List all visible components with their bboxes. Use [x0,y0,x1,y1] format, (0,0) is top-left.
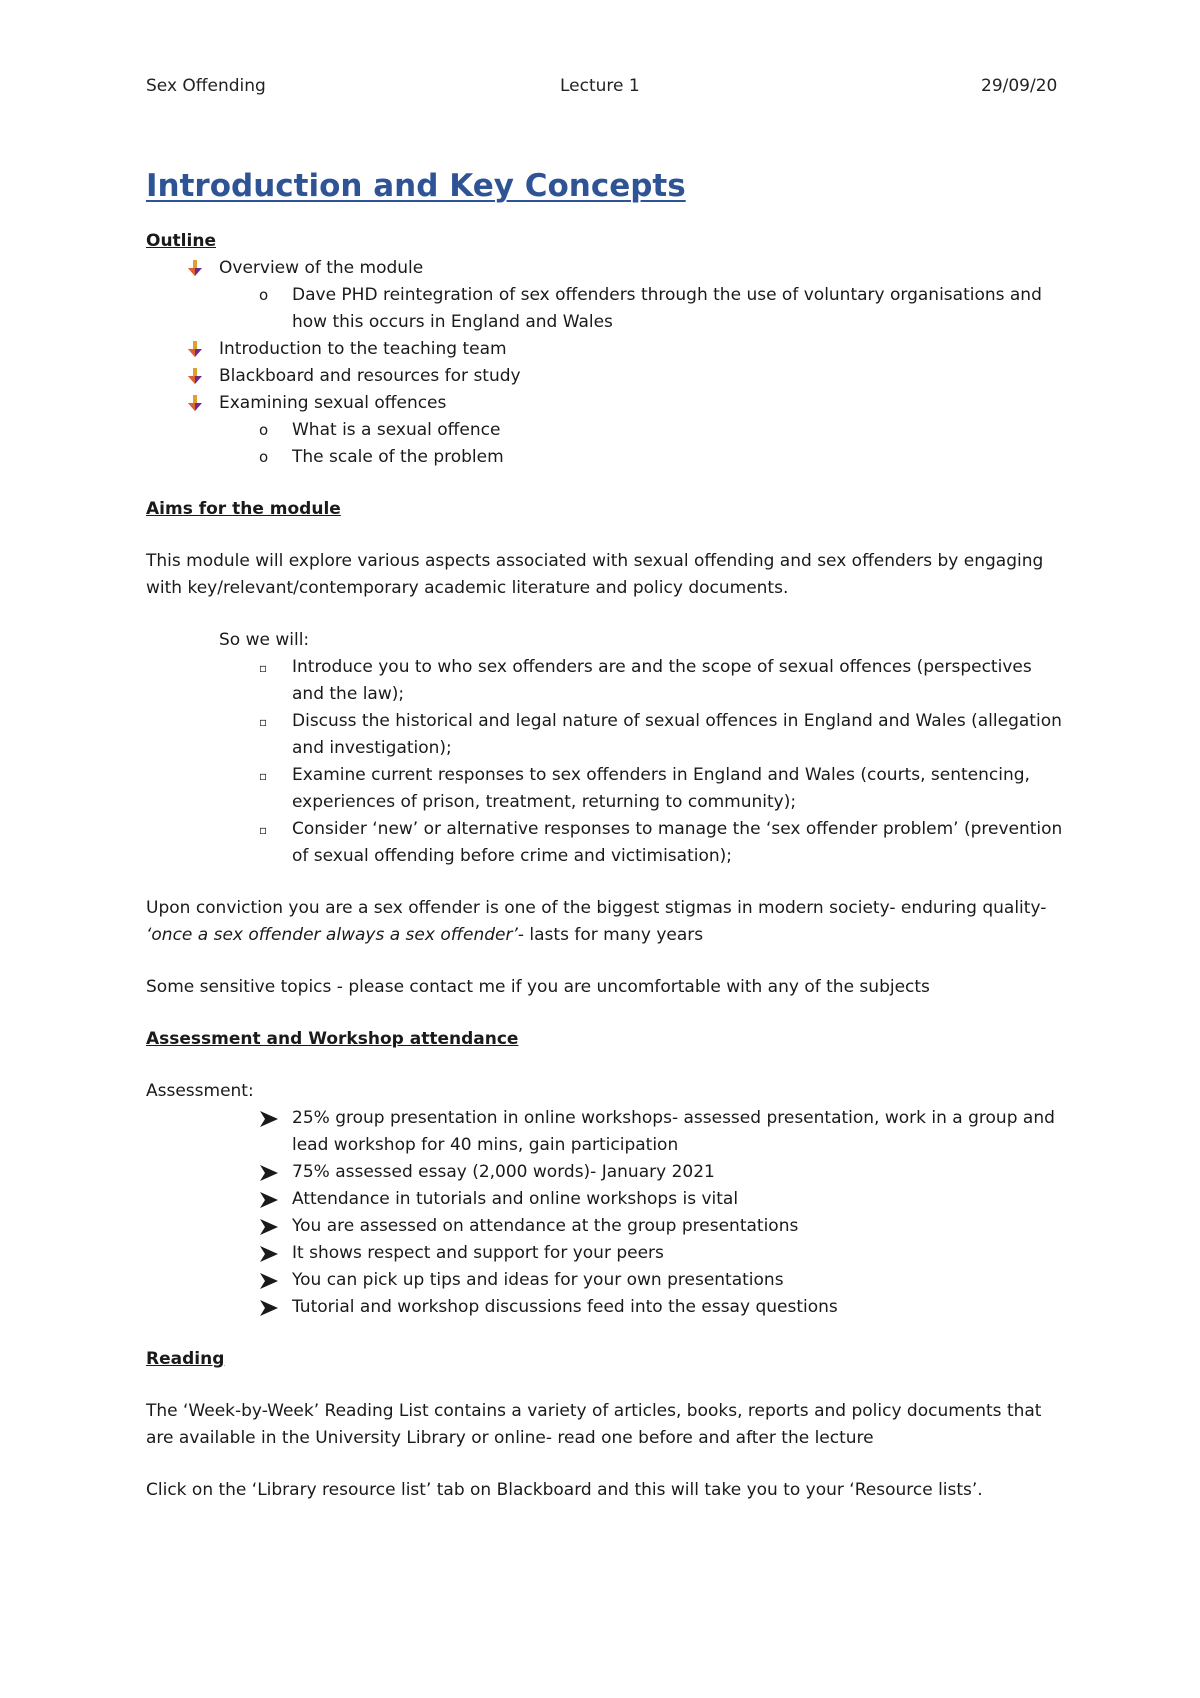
circle-icon: o [259,286,269,304]
chevron-arrow-icon [259,1110,279,1128]
list-item-text: Examine current responses to sex offenders in England and Wales (courts, sentencing, experiences of prison, treatment, returning to community); [292,765,1030,812]
chevron-arrow-icon [259,1299,279,1317]
list-item-text: Introduce you to who sex offenders are and the scope of sexual offences (perspectives and the law); [292,657,1032,704]
list-item-text: What is a sexual offence [292,420,501,440]
list-item [146,363,1066,390]
list-item [146,708,1066,762]
list-item [146,282,1066,336]
list-item-text: Introduction to the teaching team [219,339,507,359]
chevron-arrow-icon [259,1245,279,1263]
reading-heading: Reading [146,1349,225,1369]
header-lecture: Lecture 1 [560,76,640,96]
outline-list [146,255,1066,471]
so-we-will-label: So we will: [219,630,310,650]
small-circle-icon: ▫ [259,823,268,837]
assessment-label: Assessment: [146,1081,254,1101]
small-circle-icon: ▫ [259,715,268,729]
list-item [146,390,1066,417]
arrow-down-icon [186,340,204,360]
assessment-list [146,1105,1066,1321]
list-item-text: Overview of the module [219,258,424,278]
list-item [146,762,1066,816]
list-item [146,255,1066,282]
reading-paragraph: The ‘Week-by-Week’ Reading List contains a variety of articles, books, reports and policy documents that are available in the University Library or online- read one before and after the lecture [146,1401,1042,1448]
list-item [146,1240,1066,1267]
list-item-text: Discuss the historical and legal nature of sexual offences in England and Wales (allegation and investigation); [292,711,1062,758]
page-title: Introduction and Key Concepts [146,168,686,204]
arrow-down-icon [186,394,204,414]
list-item [146,1159,1066,1186]
list-item-text: Dave PHD reintegration of sex offenders through the use of voluntary organisations and how this occurs in England and Wales [292,285,1042,332]
chevron-arrow-icon [259,1191,279,1209]
list-item [146,1294,1066,1321]
list-item-text: Blackboard and resources for study [219,366,521,386]
list-item-text: The scale of the problem [292,447,504,467]
list-item-text: You are assessed on attendance at the group presentations [292,1216,799,1236]
list-item-text: 75% assessed essay (2,000 words)- January 2021 [292,1162,715,1182]
conviction-quote: ‘once a sex offender always a sex offender’ [146,925,518,945]
list-item-text: Attendance in tutorials and online workshops is vital [292,1189,739,1209]
list-item [146,1186,1066,1213]
list-item [146,1267,1066,1294]
small-circle-icon: ▫ [259,661,268,675]
document-body [146,166,1066,1504]
list-item-text: It shows respect and support for your peers [292,1243,664,1263]
circle-icon: o [259,448,269,466]
list-item [146,444,1066,471]
list-item [146,1105,1066,1159]
list-item-text: Consider ‘new’ or alternative responses to manage the ‘sex offender problem’ (prevention of sexual offending before crime and victimisation); [292,819,1063,866]
conviction-text-end: - lasts for many years [517,925,704,945]
resource-list-instructions: Click on the ‘Library resource list’ tab on Blackboard and this will take you to your ‘Resource lists’. [146,1480,983,1500]
outline-heading: Outline [146,231,216,251]
list-item [146,1213,1066,1240]
list-item-text: Tutorial and workshop discussions feed into the essay questions [292,1297,838,1317]
header-date: 29/09/20 [981,76,1058,96]
chevron-arrow-icon [259,1164,279,1182]
list-item-text: Examining sexual offences [219,393,447,413]
list-item [146,654,1066,708]
list-item [146,336,1066,363]
small-circle-icon: ▫ [259,769,268,783]
conviction-text: Upon conviction you are a sex offender is one of the biggest stigmas in modern society- enduring quality- [146,898,1047,918]
arrow-down-icon [186,367,204,387]
aims-heading: Aims for the module [146,499,341,519]
assessment-heading: Assessment and Workshop attendance [146,1029,519,1049]
aims-intro: This module will explore various aspects associated with sexual offending and sex offenders by engaging with key/relevant/contemporary academic literature and policy documents. [146,551,1044,598]
list-item-text: 25% group presentation in online workshops- assessed presentation, work in a group and lead workshop for 40 mins, gain participation [292,1108,1055,1155]
aims-list [146,654,1066,870]
list-item [146,417,1066,444]
header-module: Sex Offending [146,76,266,96]
chevron-arrow-icon [259,1218,279,1236]
circle-icon: o [259,421,269,439]
list-item-text: You can pick up tips and ideas for your own presentations [292,1270,784,1290]
conviction-paragraph [146,895,1066,949]
list-item [146,816,1066,870]
chevron-arrow-icon [259,1272,279,1290]
arrow-down-icon [186,259,204,279]
sensitive-topics-note: Some sensitive topics - please contact me if you are uncomfortable with any of the subjects [146,977,930,997]
